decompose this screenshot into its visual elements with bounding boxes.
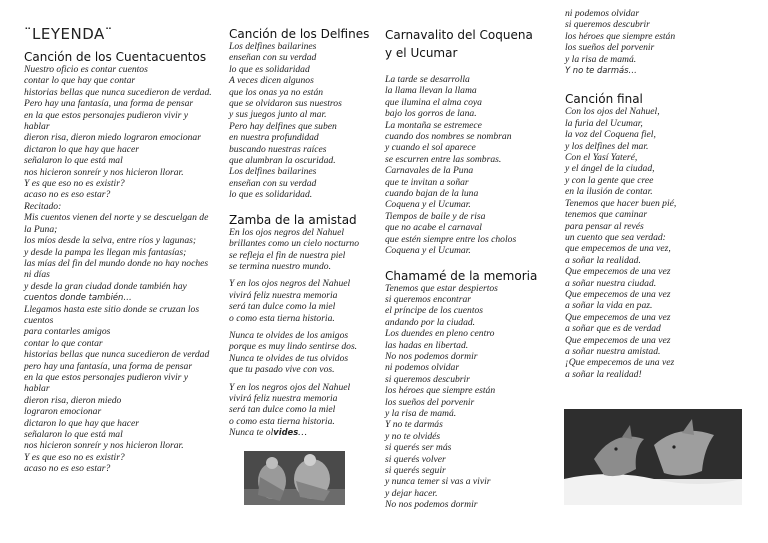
chamame-line: Tenemos que estar despiertos bbox=[385, 282, 498, 294]
column-1 bbox=[24, 26, 224, 475]
final-line: a soñar que es de verdad bbox=[565, 323, 661, 335]
chamame-line: si querés seguir bbox=[385, 465, 446, 476]
chamame-line: si queremos descubrir bbox=[385, 373, 470, 385]
chamame-line: ni podemos olvidar bbox=[385, 362, 460, 374]
carnavalito-line: cuando dos nombres se nombran bbox=[385, 131, 512, 143]
delfines-line: enseñan con su verdad bbox=[229, 177, 317, 189]
chamame-line: y nunca temer si vas a vivir bbox=[385, 476, 491, 488]
delfines-line: en nuestra profundidad bbox=[229, 132, 319, 144]
section-title-zamba: Zamba de la amistad bbox=[229, 212, 357, 227]
cuentacuentos-line: para contarles amigos bbox=[24, 326, 111, 338]
delfines-line: lo que es solidaridad. bbox=[229, 189, 313, 201]
final-line: a soñar la realidad. bbox=[565, 254, 641, 266]
refrain-line: Y no te darmás… bbox=[565, 65, 637, 76]
cuentacuentos-line: la Puna; bbox=[24, 223, 58, 235]
zamba-line: o como esta tierna historia. bbox=[229, 415, 335, 427]
chamame-line: el príncipe de los cuentos bbox=[385, 305, 484, 317]
delfines-line: lo que es solidaridad bbox=[229, 63, 310, 75]
delfines-line: y sus juegos junto al mar. bbox=[229, 109, 327, 121]
dolphin-photo bbox=[564, 409, 742, 505]
carnavalito-line: La tarde se desarrolla bbox=[385, 74, 470, 85]
puppet-photo bbox=[244, 451, 345, 505]
zamba-line: será tan dulce como la miel bbox=[229, 404, 336, 416]
final-line: y los delfines del mar. bbox=[565, 140, 649, 152]
column-4 bbox=[565, 8, 755, 380]
cuentacuentos-line: Y es que eso no es existir? bbox=[24, 178, 125, 190]
final-line: que empecemos de una vez, bbox=[565, 243, 671, 255]
column-2 bbox=[229, 27, 379, 439]
final-line: la furia del Ucumar, bbox=[565, 117, 643, 129]
carnavalito-line: cuando bajan de la luna bbox=[385, 188, 479, 200]
chamame-line: y no te olvidés bbox=[385, 430, 441, 442]
chamame-line: No nos podemos dormir bbox=[385, 499, 478, 511]
delfines-line: que se olvidaron sus nuestros bbox=[229, 98, 342, 110]
zamba-line: vivirá feliz nuestra memoria bbox=[229, 392, 338, 404]
zamba-line: será tan dulce como la miel bbox=[229, 301, 336, 313]
cuentacuentos-line: y desde la gran ciudad donde también hay bbox=[24, 280, 187, 292]
zamba-line: se refleja el fin de nuestra piel bbox=[229, 249, 346, 261]
chamame-line: los sueños del porvenir bbox=[385, 396, 475, 408]
final-line: la voz del Coquena fiel, bbox=[565, 129, 656, 141]
chamame-line: las hadas en libertad. bbox=[385, 339, 469, 351]
cuentacuentos-line: Llegamos hasta este sitio donde se cruzan los bbox=[24, 303, 200, 315]
legend-title: ¨LEYENDA¨ bbox=[24, 25, 113, 43]
delfines-line: enseñan con su verdad bbox=[229, 52, 317, 64]
column-3 bbox=[385, 28, 555, 511]
zamba-line: Y en los ojos negros del Nahuel bbox=[229, 278, 351, 290]
final-line: para pensar al revés bbox=[565, 220, 644, 232]
lyrics-delfines bbox=[229, 41, 379, 201]
section-title-chamame: Chamamé de la memoria bbox=[385, 268, 538, 283]
cuentacuentos-line: dieron risa, dieron miedo bbox=[24, 394, 122, 406]
final-line: tenemos que caminar bbox=[565, 209, 648, 221]
chamame-line: y la risa de mamá. bbox=[385, 407, 457, 419]
carnavalito-line: bajo los gorros de lana. bbox=[385, 108, 477, 120]
delfines-line: que alumbran la oscuridad. bbox=[229, 155, 336, 167]
cuentacuentos-line: en la que estos personajes pudieron vivir y bbox=[24, 109, 189, 121]
final-line: Que empecemos de una vez bbox=[565, 288, 671, 300]
zamba-line: Nunca te olvides de tus olvidos bbox=[229, 352, 349, 364]
chamame-line: Y no te darmás bbox=[385, 419, 443, 431]
dolphin-photo-image bbox=[564, 409, 742, 505]
chamame-line: No nos podemos dormir bbox=[385, 350, 478, 362]
delfines-line: Los delfines bailarines bbox=[229, 166, 317, 178]
cuentacuentos-line: cuentos donde también… bbox=[24, 292, 132, 303]
chamame-line: si querés volver bbox=[385, 453, 446, 465]
cuentacuentos-line: historias bellas que nunca sucedieron de verdad. bbox=[24, 86, 212, 98]
carnavalito-line: se escurren entre las sombras. bbox=[385, 153, 502, 165]
cuentacuentos-line: acaso no es eso estar? bbox=[24, 463, 111, 475]
section-title-final: Canción final bbox=[565, 92, 643, 107]
cuentacuentos-line: acaso no es eso estar? bbox=[24, 189, 111, 201]
chamame-continued-line: los héroes que siempre están bbox=[565, 30, 676, 42]
chamame-line: andando por la ciudad. bbox=[385, 316, 476, 328]
final-line: Con el Yasí Yateré, bbox=[565, 152, 638, 164]
carnavalito-line: Coquena y el Ucumar. bbox=[385, 199, 471, 211]
carnavalito-line: que estén siempre entre los cholos bbox=[385, 233, 517, 245]
cuentacuentos-line: Pero hay una fantasía, una forma de pensar bbox=[24, 98, 194, 110]
lyrics-carnavalito bbox=[385, 74, 555, 257]
carnavalito-line: La montaña se estremece bbox=[385, 119, 482, 131]
lyrics-cuentacuentos bbox=[24, 64, 224, 475]
zamba-line: que tu pasado vive con vos. bbox=[229, 364, 335, 376]
cuentacuentos-line: contar lo que hay que contar bbox=[24, 75, 136, 87]
cuentacuentos-line: Recitado: bbox=[24, 200, 62, 212]
cuentacuentos-line: Nuestro oficio es contar cuentos bbox=[24, 64, 148, 75]
final-line: Que empecemos de una vez bbox=[565, 311, 671, 323]
section-title-carnavalito-2: y el Ucumar bbox=[385, 46, 458, 60]
carnavalito-line: Coquena y el Ucumar. bbox=[385, 245, 471, 257]
chamame-continued-line: y la risa de mamá. bbox=[565, 53, 637, 65]
cuentacuentos-line: ni días bbox=[24, 269, 50, 281]
cuentacuentos-line: lograron emocionar bbox=[24, 406, 102, 418]
cuentacuentos-line: pero hay una fantasía, una forma de pensar bbox=[24, 360, 193, 372]
zamba-line: brillantes como un cielo nocturno bbox=[229, 238, 360, 250]
final-line: un cuento que sea verdad: bbox=[565, 231, 666, 243]
cuentacuentos-line: Mis cuentos vienen del norte y se descuelgan de bbox=[24, 212, 209, 224]
cuentacuentos-line: y desde la pampa les llegan mis fantasías; bbox=[24, 246, 187, 258]
final-line: y el ángel de la ciudad, bbox=[565, 163, 655, 175]
zamba-line: se termina nuestro mundo. bbox=[229, 260, 331, 272]
final-line: Tenemos que hacer buen pié, bbox=[565, 197, 677, 209]
zamba-line: En los ojos negros del Nahuel bbox=[229, 226, 345, 238]
cuentacuentos-line: nos hicieron sonreír y nos hicieron llorar. bbox=[24, 440, 184, 452]
zamba-line: porque es muy lindo sentirse dos. bbox=[229, 341, 358, 353]
cuentacuentos-line: los míos desde la selva, entre ríos y lagunas; bbox=[24, 235, 197, 247]
delfines-line: Los delfines bailarines bbox=[229, 41, 317, 52]
final-line: Que empecemos de una vez bbox=[565, 266, 671, 278]
carnavalito-line: la llama llevan la llama bbox=[385, 85, 477, 97]
zamba-last-line: Nunca te olvides… bbox=[229, 427, 307, 439]
carnavalito-line: Tiempos de baile y de risa bbox=[385, 210, 486, 222]
final-line: en la ilusión de contar. bbox=[565, 186, 653, 198]
zamba-line: vivirá feliz nuestra memoria bbox=[229, 289, 338, 301]
cuentacuentos-line: en la que estos personajes pudieron vivir y bbox=[24, 371, 189, 383]
lyrics-chamame bbox=[385, 283, 555, 511]
cuentacuentos-line: cuentos bbox=[24, 314, 54, 326]
delfines-line: que los onas ya no están bbox=[229, 86, 324, 98]
cuentacuentos-line: hablar bbox=[24, 121, 50, 133]
cuentacuentos-line: dieron risa, dieron miedo lograron emocionar bbox=[24, 132, 201, 144]
chamame-continued-line: si queremos descubrir bbox=[565, 19, 650, 31]
final-line: a soñar la realidad! bbox=[565, 368, 642, 380]
section-title-cuentacuentos: Canción de los Cuentacuentos bbox=[24, 50, 207, 64]
final-line: a soñar la vida en paz. bbox=[565, 300, 653, 312]
cuentacuentos-line: dictaron lo que hay que hacer bbox=[24, 143, 140, 155]
carnavalito-line: que te invitan a soñar bbox=[385, 176, 469, 188]
cuentacuentos-line: historias bellas que nunca sucedieron de verdad bbox=[24, 349, 210, 361]
chamame-line: los héroes que siempre están bbox=[385, 385, 496, 397]
cuentacuentos-line: Y es que eso no es existir? bbox=[24, 451, 125, 463]
section-title-carnavalito-1: Carnavalito del Coquena bbox=[385, 28, 533, 42]
delfines-line: A veces dicen algunos bbox=[229, 75, 314, 87]
puppet-photo-image bbox=[244, 451, 345, 505]
carnavalito-line: Carnavales de la Puna bbox=[385, 165, 474, 177]
carnavalito-line: y cuando el sol aparece bbox=[385, 142, 476, 154]
chamame-continued-line: los sueños del porvenir bbox=[565, 42, 655, 54]
chamame-line: Los duendes en pleno centro bbox=[385, 328, 495, 340]
cuentacuentos-line: nos hicieron sonreír y nos hicieron llorar. bbox=[24, 166, 184, 178]
chamame-line: si querés ser más bbox=[385, 442, 452, 454]
cuentacuentos-line: las mías del fin del mundo donde no hay noches bbox=[24, 257, 209, 269]
zamba-line: Nunca te olvides de los amigos bbox=[229, 329, 349, 341]
zamba-line: Y en los negros ojos del Nahuel bbox=[229, 381, 351, 393]
final-line: y con la gente que cree bbox=[565, 174, 654, 186]
carnavalito-line: que ilumina el alma coya bbox=[385, 96, 482, 108]
cuentacuentos-line: señalaron lo que está mal bbox=[24, 429, 123, 440]
lyrics-final bbox=[565, 106, 755, 380]
delfines-line: Pero hay delfines que suben bbox=[229, 120, 337, 132]
zamba-line: o como esta tierna historia. bbox=[229, 312, 335, 324]
carnavalito-line: que no acabe el carnaval bbox=[385, 222, 482, 234]
cuentacuentos-line: dictaron lo que hay que hacer bbox=[24, 417, 140, 429]
final-line: a soñar nuestra ciudad. bbox=[565, 277, 657, 289]
final-line: ¡Que empecemos de una vez bbox=[565, 357, 675, 369]
section-title-delfines: Canción de los Delfines bbox=[229, 27, 370, 41]
chamame-line: si queremos encontrar bbox=[385, 293, 471, 305]
cuentacuentos-line: hablar bbox=[24, 383, 50, 395]
lyrics-zamba bbox=[229, 227, 379, 428]
final-line: Que empecemos de una vez bbox=[565, 334, 671, 346]
chamame-continued-line: ni podemos olvidar bbox=[565, 8, 640, 19]
final-line: a soñar nuestra amistad. bbox=[565, 345, 661, 357]
cuentacuentos-line: contar lo que contar bbox=[24, 337, 103, 349]
cuentacuentos-line: señalaron lo que está mal bbox=[24, 155, 123, 167]
delfines-line: buscando nuestras raíces bbox=[229, 143, 327, 155]
chamame-line: y dejar hacer. bbox=[385, 487, 438, 499]
lyrics-chamame-continued bbox=[565, 8, 755, 65]
final-line: Con los ojos del Nahuel, bbox=[565, 106, 660, 118]
